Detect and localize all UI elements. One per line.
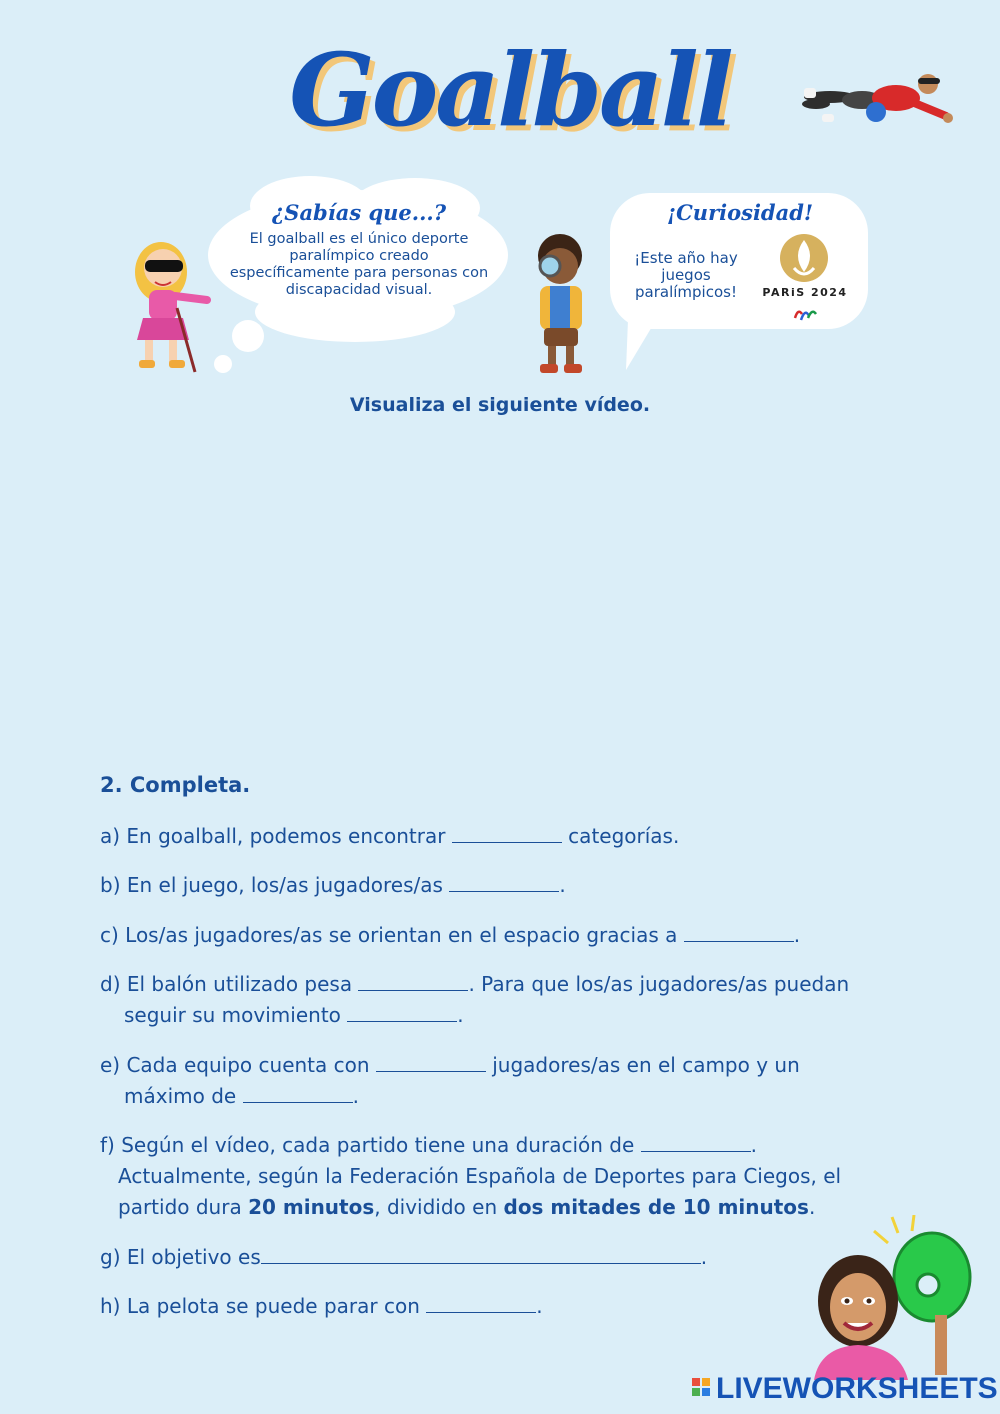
question-b: b) En el juego, los/as jugadores/as . [100,873,566,897]
blank-c[interactable] [684,921,794,942]
question-f: f) Según el vídeo, cada partido tiene una duración de . Actualmente, según la Federación Española de Deportes para Ciegos, el partido dura 20 minutos, dividido en dos mitades de 10 minutos. [100,1133,842,1219]
paris-2024-label: PARiS 2024 [762,286,848,299]
blank-d2[interactable] [347,1001,457,1022]
liveworksheets-logo-icon [692,1378,712,1404]
did-you-know-text: El goalball es el único deporte paralímpico creado específicamente para personas con discapacidad visual. [229,231,489,298]
blank-e1[interactable] [376,1051,486,1072]
video-area[interactable] [240,440,760,740]
did-you-know-box [228,200,490,299]
boy-with-magnifier-illustration [528,232,598,377]
question-d: d) El balón utilizado pesa . Para que los/as jugadores/as puedan seguir su movimiento . [100,972,850,1027]
girl-with-cane-illustration [125,232,215,377]
page-title: Goalball [289,31,731,149]
teacher-avatar-illustration [800,1215,990,1380]
curiosity-title: ¡Curiosidad! [666,200,814,225]
video-instruction: Visualiza el siguiente vídeo. [349,394,651,416]
question-e: e) Cada equipo cuenta con jugadores/as en el campo y un máximo de . [100,1053,800,1108]
speech-tail [620,320,660,375]
question-h: h) La pelota se puede parar con . [100,1294,543,1318]
curiosity-text: ¡Este año hay juegos paralímpicos! [634,249,738,301]
blank-h[interactable] [426,1292,536,1313]
question-c: c) Los/as jugadores/as se orientan en el espacio gracias a . [100,923,801,947]
blank-f[interactable] [641,1131,751,1152]
blank-a[interactable] [452,822,562,843]
paralympic-agitos-icon [792,304,818,324]
goalball-player-illustration [800,70,955,130]
blank-d1[interactable] [358,970,468,991]
exercise-title: 2. Completa. [100,773,251,797]
question-a: a) En goalball, podemos encontrar categorías. [100,824,680,848]
blank-e2[interactable] [243,1082,353,1103]
question-g: g) El objetivo es . [100,1245,708,1269]
liveworksheets-watermark[interactable]: LIVEWORKSHEETS [716,1372,998,1405]
blank-g[interactable] [261,1243,701,1264]
blank-b[interactable] [449,871,559,892]
did-you-know-title: ¿Sabías que...? [271,200,447,225]
paris-2024-flame-logo [776,232,832,286]
